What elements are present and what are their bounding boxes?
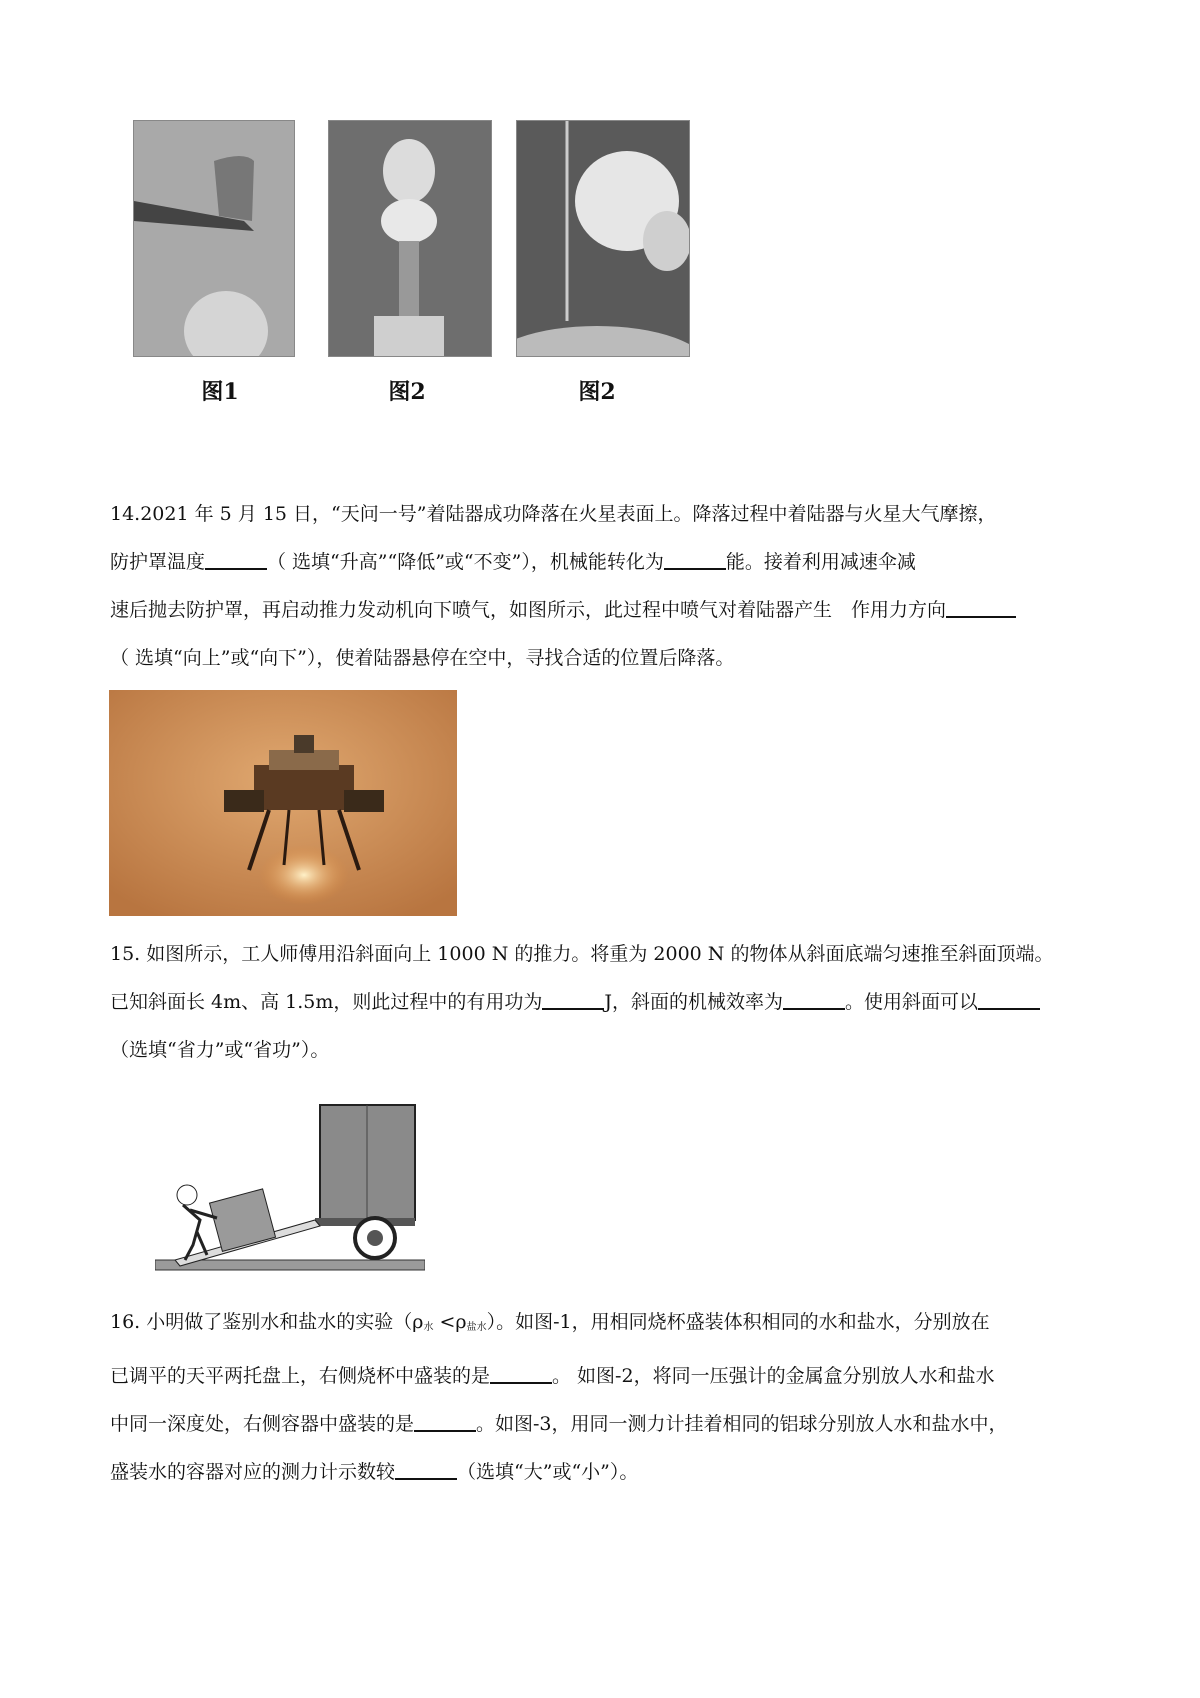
q14-blank-3[interactable] bbox=[946, 596, 1016, 618]
question-16 bbox=[110, 1298, 1100, 1496]
q14-line3a: 速后抛去防护罩，再启动推力发动机向下喷气，如图所示，此过程中喷气对着陆器产生 作用力方向 bbox=[110, 599, 947, 621]
q15-blank-2[interactable] bbox=[783, 988, 845, 1010]
q16-sub-saltwater: 盐水 bbox=[466, 1322, 487, 1333]
q16-blank-1[interactable] bbox=[490, 1362, 552, 1384]
ramp-truck-icon bbox=[155, 1100, 425, 1275]
q15-line2a: 已知斜面长 4m、高 1.5m，则此过程中的有用功为 bbox=[110, 991, 543, 1013]
q16-line4a: 盛装水的容器对应的测力计示数较 bbox=[110, 1461, 396, 1483]
q16-line3b: 。如图-3，用同一测力计挂着相同的铝球分别放人水和盐水中， bbox=[476, 1413, 1008, 1435]
q15-line3: （选填“省力”或“省功”）。 bbox=[110, 1039, 330, 1061]
figure-2-caption: 图2 bbox=[388, 379, 426, 405]
figure-3-photo bbox=[516, 120, 690, 357]
q14-blank-2[interactable] bbox=[664, 548, 726, 570]
q15-line2b: J，斜面的机械效率为 bbox=[604, 991, 784, 1013]
balloon-spoon-icon bbox=[134, 121, 294, 356]
q16-line2a: 已调平的天平两托盘上，右侧烧杯中盛装的是 bbox=[110, 1365, 491, 1387]
mars-lander-photo bbox=[109, 690, 457, 916]
q16-blank-2[interactable] bbox=[414, 1410, 476, 1432]
q15-number: 15. bbox=[110, 943, 141, 965]
figure-1-photo bbox=[133, 120, 295, 357]
figure-1-caption: 图1 bbox=[201, 379, 239, 405]
q16-line4b: （选填“大”或“小”）。 bbox=[457, 1461, 639, 1483]
q15-blank-1[interactable] bbox=[542, 988, 604, 1010]
q16-line1c: ）。如图-1，用相同烧杯盛装体积相同的水和盐水，分别放在 bbox=[486, 1311, 990, 1333]
q16-blank-3[interactable] bbox=[395, 1458, 457, 1480]
question-15 bbox=[110, 930, 1100, 1074]
q15-line2c: 。使用斜面可以 bbox=[845, 991, 979, 1013]
q14-line2b: （ 选填“升高”“降低”或“不变”），机械能转化为 bbox=[267, 551, 664, 573]
q16-sub-water: 水 bbox=[423, 1322, 434, 1333]
q14-line4: （ 选填“向上”或“向下”），使着陆器悬停在空中，寻找合适的位置后降落。 bbox=[110, 647, 735, 669]
q14-number: 14. bbox=[110, 503, 141, 525]
balloon-hand-icon bbox=[517, 121, 689, 356]
q16-line1a: 小明做了鉴别水和盐水的实验（ρ bbox=[146, 1311, 424, 1333]
question-14 bbox=[110, 490, 1100, 682]
q16-line3a: 中同一深度处，右侧容器中盛装的是 bbox=[110, 1413, 415, 1435]
q14-line2c: 能。接着利用减速伞减 bbox=[725, 551, 916, 573]
figure-2-photo bbox=[328, 120, 492, 357]
balloon-bottle-icon bbox=[329, 121, 491, 356]
figure-3-caption: 图2 bbox=[578, 379, 616, 405]
q14-line2a: 防护罩温度 bbox=[110, 551, 206, 573]
q15-line1: 如图所示，工人师傅用沿斜面向上 1000 N 的推力。将重为 2000 N 的物体从斜面底端匀速推至斜面顶端。 bbox=[146, 943, 1054, 965]
q14-line1: 2021 年 5 月 15 日，“天问一号”着陆器成功降落在火星表面上。降落过程中着陆器与火星大气摩擦， bbox=[140, 503, 997, 525]
q16-line1b: <ρ bbox=[433, 1311, 467, 1333]
q16-number: 16. bbox=[110, 1311, 141, 1333]
ramp-truck-figure bbox=[155, 1100, 425, 1275]
q15-blank-3[interactable] bbox=[978, 988, 1040, 1010]
lander-icon bbox=[109, 690, 457, 916]
q16-line2b: 。 如图-2，将同一压强计的金属盒分别放人水和盐水 bbox=[552, 1365, 995, 1387]
q14-blank-1[interactable] bbox=[205, 548, 267, 570]
